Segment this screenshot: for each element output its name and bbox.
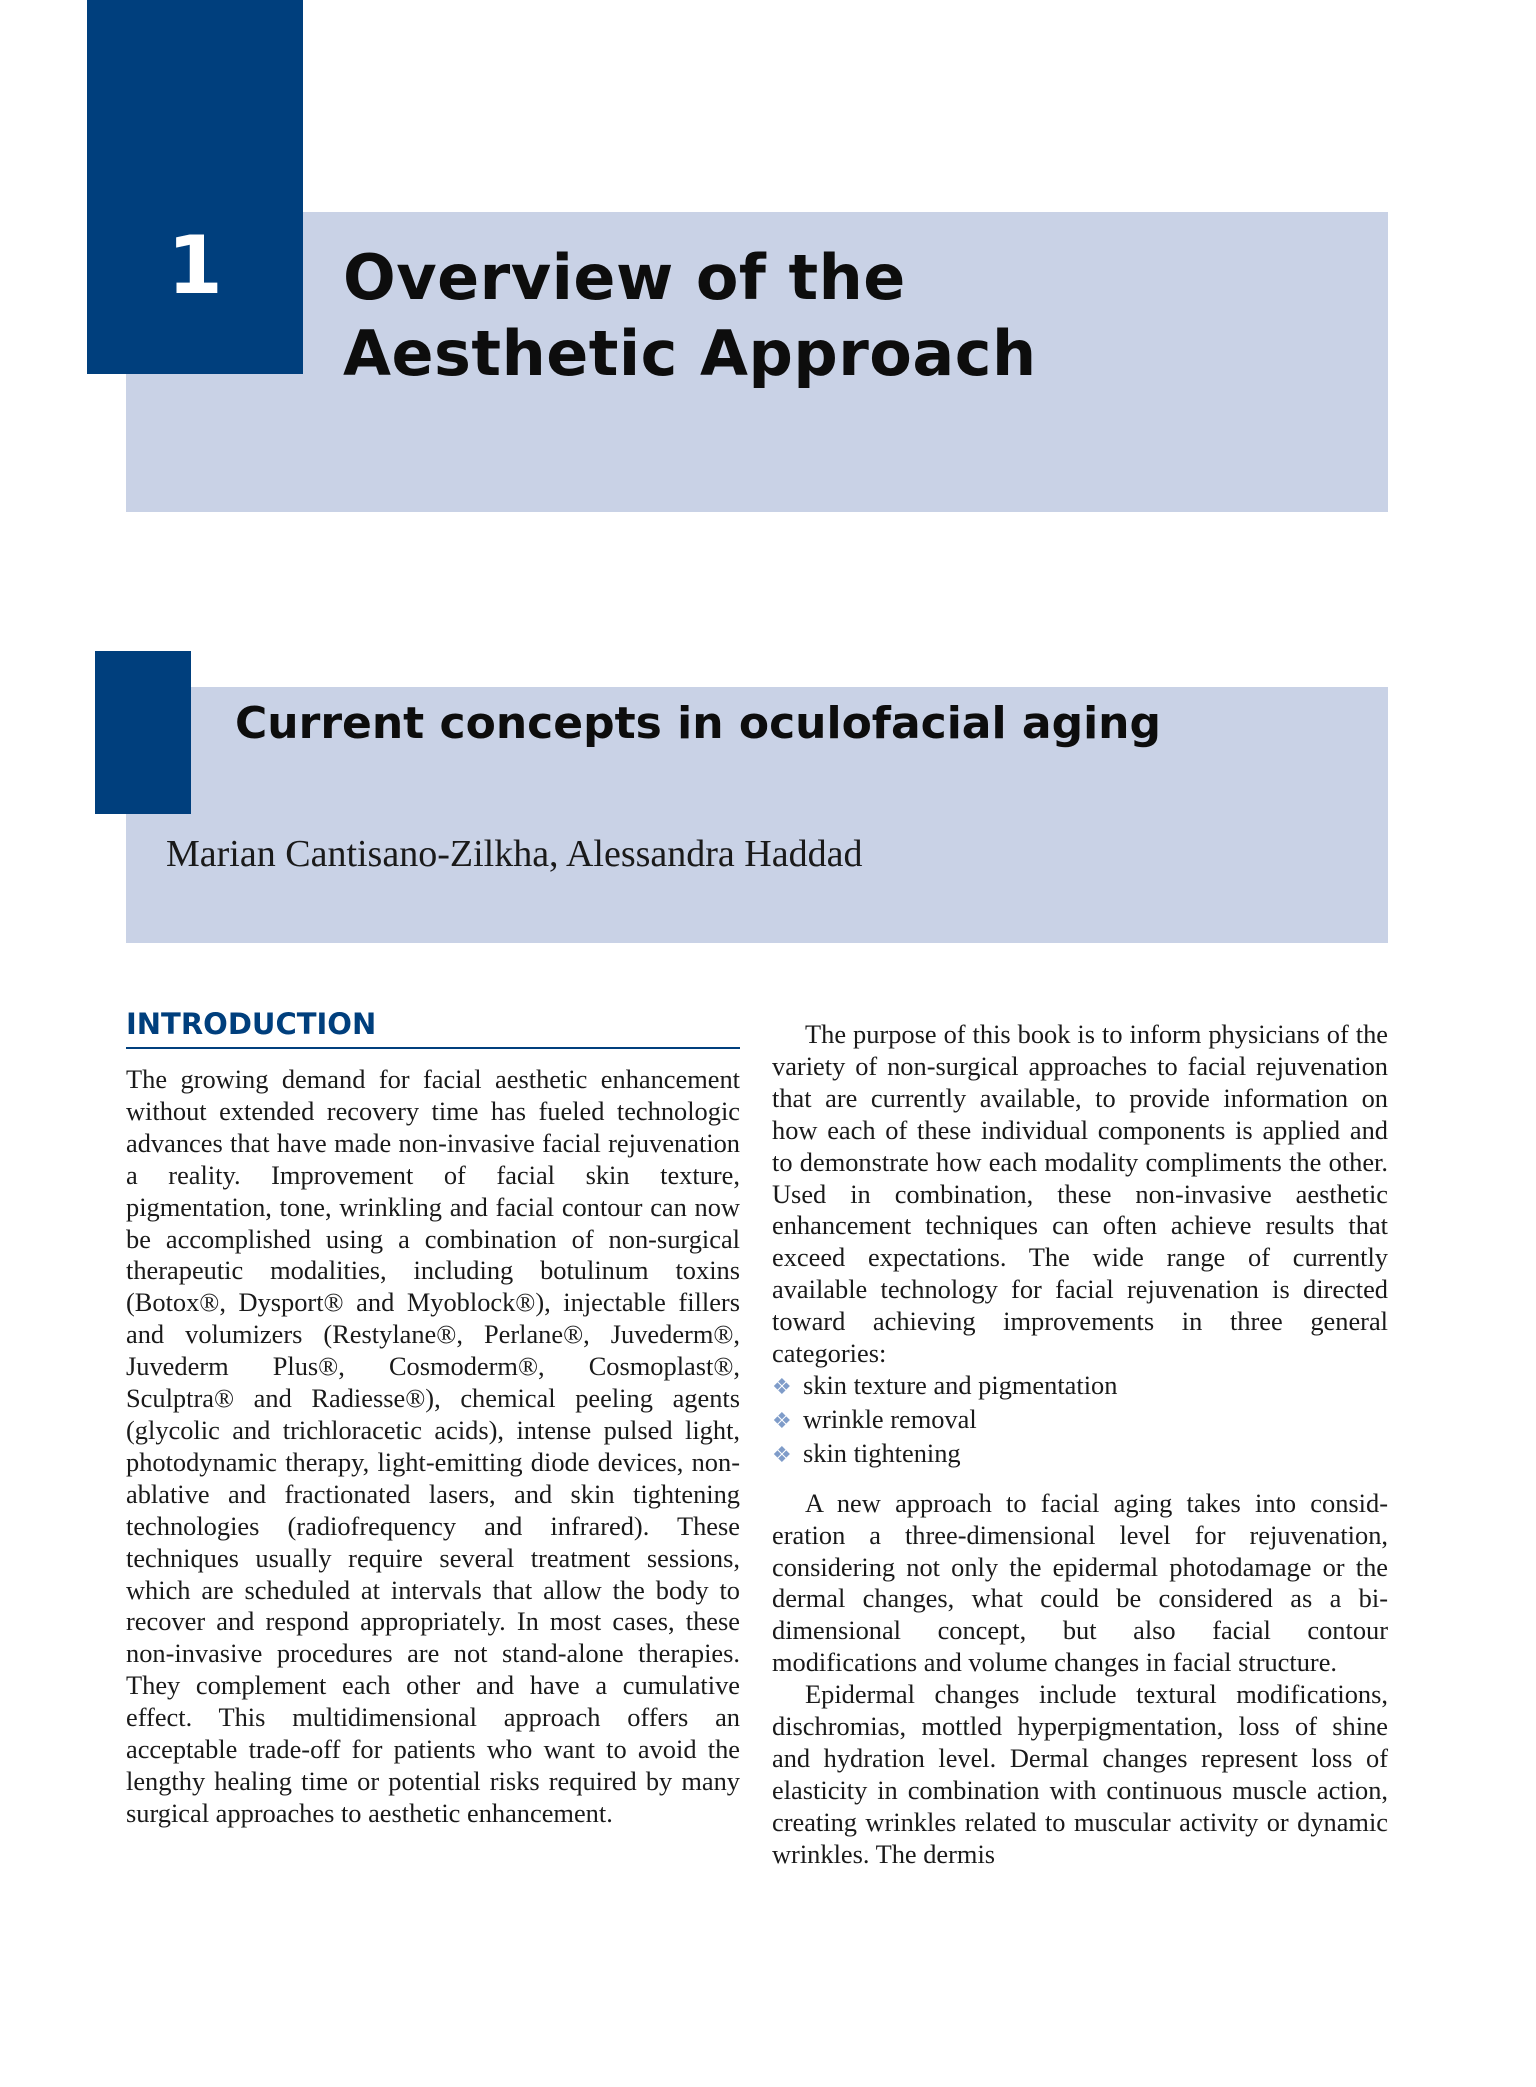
list-item-text: skin tightening [803, 1437, 961, 1468]
list-item-text: skin texture and pigmentation [803, 1369, 1118, 1400]
left-column [126, 1064, 740, 1830]
epidermal-changes-paragraph: Epidermal changes include textural modifications, dischromias, mottled hyperpigmentation, loss of shine and hydration level. Dermal changes represent loss of elasticity in combination with continuous muscle action, creating wrinkles related to muscular activity or dynamic wrinkles. The dermis [772, 1679, 1388, 1869]
part-title-line-2: Aesthetic Approach [343, 317, 1037, 390]
diamond-bullet-icon: ❖ [772, 1374, 792, 1400]
category-list [772, 1370, 1388, 1472]
diamond-bullet-icon: ❖ [772, 1442, 792, 1468]
part-number-tab [87, 0, 303, 374]
right-column [772, 1019, 1388, 1871]
list-item [772, 1370, 1388, 1404]
list-item [772, 1438, 1388, 1472]
intro-paragraph: The growing demand for facial aesthetic enhancement without extended recovery time has fueled technologic advances that have made non-invasive facial rejuvenation a reality. Improvement of facial skin texture, pigmentation, tone, wrinkling and facial contour can now be accomplished using a combination of non-surgical therapeutic modalities, including botulinum toxins (Botox®, Dysport® and Myoblock®), injectable fillers and volumizers (Restylane®, Perlane®, Juvederm®, Juvederm Plus®, Cosmoderm®, Cosmoplast®, Sculptra® and Radiesse®), chemical peeling agents (glycolic and trichloracetic acids), intense pulsed light, photodynamic therapy, light-emitting diode devices, non-ablative and fractionated lasers, and skin tightening technologies (radiofrequency and infrared). These techniques usually require several treatment sessions, which are scheduled at intervals that allow the body to recover and respond appropriately. In most cases, these non-invasive procedures are not stand-alone therapies. They complement each other and have a cumulative effect. This multidimensional approach offers an acceptable trade-off for patients who want to avoid the lengthy healing time or potential risks required by many surgical approaches to aesthetic enhancement. [126, 1064, 740, 1828]
three-dimensional-paragraph: A new approach to facial aging takes into consideration a three-dimensional level for rejuvenation, considering not only the epidermal photodamage or the dermal changes, what could be considered as a bi-dimensional concept, but also facial contour modifications and volume changes in facial structure. [772, 1487, 1388, 1678]
list-item-text: wrinkle removal [803, 1403, 977, 1434]
chapter-marker-tab [95, 651, 191, 814]
chapter-authors: Marian Cantisano-Zilkha, Alessandra Haddad [166, 833, 863, 875]
chapter-title: Current concepts in oculofacial aging [235, 698, 1161, 749]
part-number: 1 [167, 219, 223, 312]
diamond-bullet-icon: ❖ [772, 1408, 792, 1434]
section-heading-rule [126, 1047, 740, 1049]
purpose-paragraph: The purpose of this book is to inform physicians of the variety of non-surgical approaches to facial rejuvenation that are currently available, to provide information on how each of these individual components is applied and to demonstrate how each modality compliments the other. Used in combination, these non-invasive aesthetic enhancement techniques can often achieve results that exceed expectations. The wide range of currently available technology for facial rejuvenation is directed toward achieving improvements in three general categories: [772, 1019, 1388, 1369]
part-title-line-1: Overview of the [343, 241, 906, 314]
part-title [343, 240, 1363, 392]
list-item [772, 1404, 1388, 1438]
section-heading: INTRODUCTION [126, 1007, 377, 1041]
